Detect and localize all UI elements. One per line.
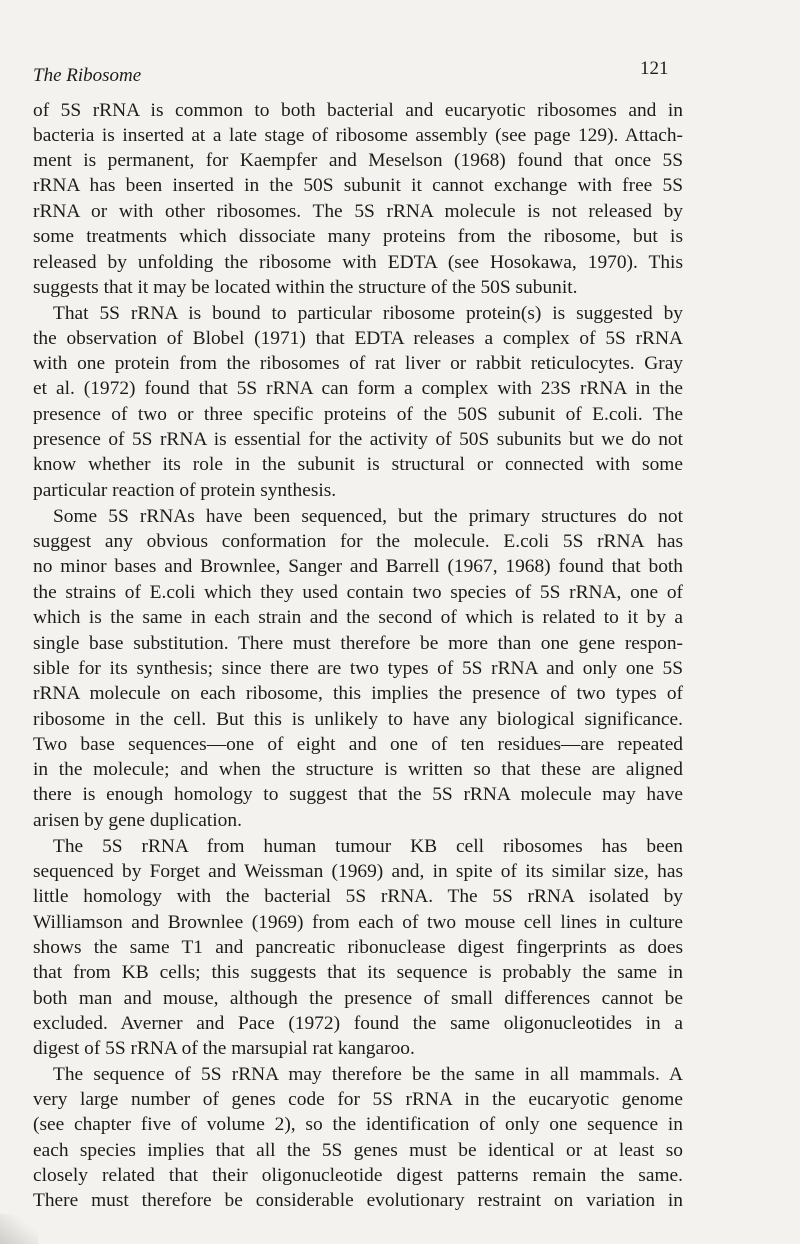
text-line: each species implies that all the 5S genes must be identical or at least so (33, 1140, 683, 1161)
page-number: 121 (640, 58, 669, 79)
paragraph-first-line: The sequence of 5S rRNA may therefore be the same in all mammals. A (53, 1064, 683, 1085)
text-line: ribosome in the cell. But this is unlikely to have any biological significance. (33, 709, 683, 730)
text-line: which is the same in each strain and the second of which is related to it by a (33, 607, 683, 628)
text-line: bacteria is inserted at a late stage of ribosome assembly (see page 129). Attach- (33, 125, 683, 146)
text-line: arisen by gene duplication. (33, 810, 242, 831)
text-line: particular reaction of protein synthesis. (33, 480, 337, 501)
text-line: rRNA has been inserted in the 50S subunit it cannot exchange with free 5S (33, 175, 683, 196)
text-line: some treatments which dissociate many proteins from the ribosome, but is (33, 226, 683, 247)
page-corner-shadow (0, 1214, 38, 1244)
text-line: digest of 5S rRNA of the marsupial rat kangaroo. (33, 1038, 415, 1059)
text-line: both man and mouse, although the presence of small differences cannot be (33, 988, 683, 1009)
text-line: released by unfolding the ribosome with EDTA (see Hosokawa, 1970). This (33, 252, 683, 273)
text-line: rRNA molecule on each ribosome, this implies the presence of two types of (33, 683, 683, 704)
text-line: the strains of E.coli which they used contain two species of 5S rRNA, one of (33, 582, 683, 603)
text-line: There must therefore be considerable evolutionary restraint on variation in (33, 1190, 683, 1211)
text-line: excluded. Averner and Pace (1972) found the same oligonucleotides in a (33, 1013, 683, 1034)
text-line: Two base sequences—one of eight and one of ten residues—are repeated (33, 734, 683, 755)
text-line: suggest any obvious conformation for the molecule. E.coli 5S rRNA has (33, 531, 683, 552)
text-line: et al. (1972) found that 5S rRNA can form a complex with 23S rRNA in the (33, 378, 683, 399)
text-line: ment is permanent, for Kaempfer and Meselson (1968) found that once 5S (33, 150, 683, 171)
text-line: very large number of genes code for 5S rRNA in the eucaryotic genome (33, 1089, 683, 1110)
text-line: of 5S rRNA is common to both bacterial and eucaryotic ribosomes and in (33, 100, 683, 121)
paragraph-first-line: The 5S rRNA from human tumour KB cell ribosomes has been (53, 836, 683, 857)
text-line: that from KB cells; this suggests that its sequence is probably the same in (33, 962, 683, 983)
text-line: sequenced by Forget and Weissman (1969) and, in spite of its similar size, has (33, 861, 683, 882)
text-line: closely related that their oligonucleotide digest patterns remain the same. (33, 1165, 683, 1186)
text-line: there is enough homology to suggest that the 5S rRNA molecule may have (33, 784, 683, 805)
text-line: single base substitution. There must therefore be more than one gene respon- (33, 633, 683, 654)
text-line: no minor bases and Brownlee, Sanger and Barrell (1967, 1968) found that both (33, 556, 683, 577)
running-head: The Ribosome (33, 65, 142, 86)
text-line: suggests that it may be located within the structure of the 50S subunit. (33, 277, 578, 298)
text-line: rRNA or with other ribosomes. The 5S rRNA molecule is not released by (33, 201, 683, 222)
text-line: presence of two or three specific proteins of the 50S subunit of E.coli. The (33, 404, 683, 425)
text-line: with one protein from the ribosomes of rat liver or rabbit reticulocytes. Gray (33, 353, 683, 374)
text-line: sible for its synthesis; since there are two types of 5S rRNA and only one 5S (33, 658, 683, 679)
text-line: know whether its role in the subunit is structural or connected with some (33, 454, 683, 475)
text-line: in the molecule; and when the structure is written so that these are aligned (33, 759, 683, 780)
text-line: little homology with the bacterial 5S rRNA. The 5S rRNA isolated by (33, 886, 683, 907)
paragraph-first-line: Some 5S rRNAs have been sequenced, but the primary structures do not (53, 506, 683, 527)
text-line: shows the same T1 and pancreatic ribonuclease digest fingerprints as does (33, 937, 683, 958)
text-line: presence of 5S rRNA is essential for the activity of 50S subunits but we do not (33, 429, 683, 450)
text-line: Williamson and Brownlee (1969) from each of two mouse cell lines in culture (33, 912, 683, 933)
text-line: the observation of Blobel (1971) that EDTA releases a complex of 5S rRNA (33, 328, 683, 349)
paragraph-first-line: That 5S rRNA is bound to particular ribosome protein(s) is suggested by (53, 303, 683, 324)
text-line: (see chapter five of volume 2), so the identification of only one sequence in (33, 1114, 683, 1135)
